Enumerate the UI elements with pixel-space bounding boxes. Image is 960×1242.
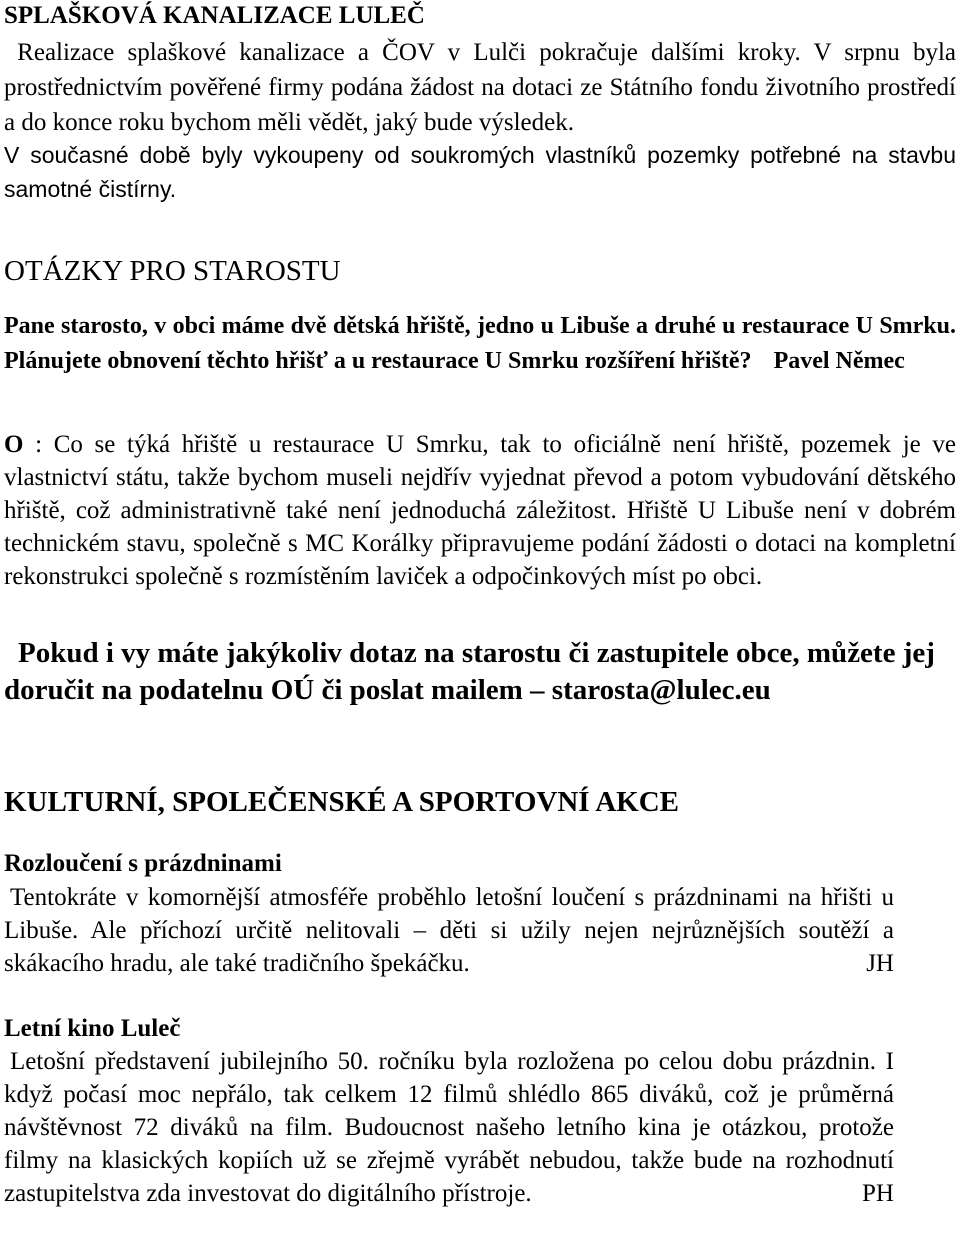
answer-mark: O (4, 431, 24, 458)
contact-text: Pokud i vy máte jakýkoliv dotaz na starostu či zastupitele obce, můžete jej doručit na podatelnu OÚ či poslat mailem – starosta@lulec.eu (4, 637, 935, 706)
kanalizace-paragraph-text: Realizace splaškové kanalizace a ČOV v Lulči pokračuje dalšími kroky. V srpnu byla prostřednictvím pověřené firmy podána žádost na dotaci ze Státního fondu životního prostředí a do konce roku bychom měli vědět, jaký bude výsledek. (4, 39, 956, 136)
rozlouceni-signature: JH (866, 950, 894, 977)
kino-text: Letošní představení jubilejního 50. ročníku byla rozložena po celou dobu prázdnin. I když počasí moc nepřálo, tak celkem 12 filmů shlédlo 865 diváků, což je průměrná návštěvnost 72 diváků na film. Budoucnost našeho letního kina je otázkou, protože filmy na klasických kopiích už se zřejmě vyrábět nebudou, takže bude na rozhodnutí zastupitelstva zda investovat do digitálního přístroje. (4, 1048, 894, 1207)
subsection-title-rozlouceni: Rozloučení s prázdninami (4, 850, 282, 877)
section-title-kanalizace: SPLAŠKOVÁ KANALIZACE LULEČ (4, 2, 425, 29)
rozlouceni-paragraph (4, 881, 894, 980)
answer-paragraph (4, 428, 956, 593)
kino-paragraph (4, 1045, 894, 1210)
section-title-akce: KULTURNÍ, SPOLEČENSKÉ A SPORTOVNÍ AKCE (4, 786, 680, 818)
question-paragraph (4, 309, 956, 379)
kanalizace-paragraph-2: V současné době byly vykoupeny od soukromých vlastníků pozemky potřebné na stavbu samotné čistírny. (4, 142, 956, 202)
rozlouceni-text: Tentokráte v komornější atmosféře proběhlo letošní loučení s prázdninami na hřišti u Libuše. Ale příchozí určitě nelitovali – děti si užily nejen nejrůznějších soutěží a skákacího hradu, ale také tradičního špekáčku. (4, 884, 894, 977)
question-text: Pane starosto, v obci máme dvě dětská hřiště, jedno u Libuše a druhé u restaurace U Smrku. Plánujete obnovení těchto hřišť a u restaurace U Smrku rozšíření hřiště? (4, 313, 956, 374)
subsection-title-kino: Letní kino Luleč (4, 1015, 181, 1042)
section-title-otazky: OTÁZKY PRO STAROSTU (4, 255, 341, 287)
contact-call-to-action (4, 635, 956, 709)
kino-signature: PH (862, 1180, 894, 1207)
question-author: Pavel Němec (773, 348, 905, 374)
answer-text: : Co se týká hřiště u restaurace U Smrku, tak to oficiálně není hřiště, pozemek je ve vlastnictví státu, takže bychom museli nejdřív vyjednat převod a potom vybudování dětského hřiště, což administrativně také není jednoduchá záležitost. Hřiště U Libuše není v dobrém technickém stavu, společně s MC Korálky připravujeme podání žádosti o dotaci na kompletní rekonstrukci společně s rozmístěním laviček a odpočinkových míst po obci. (4, 431, 956, 590)
kanalizace-paragraph (4, 35, 956, 140)
